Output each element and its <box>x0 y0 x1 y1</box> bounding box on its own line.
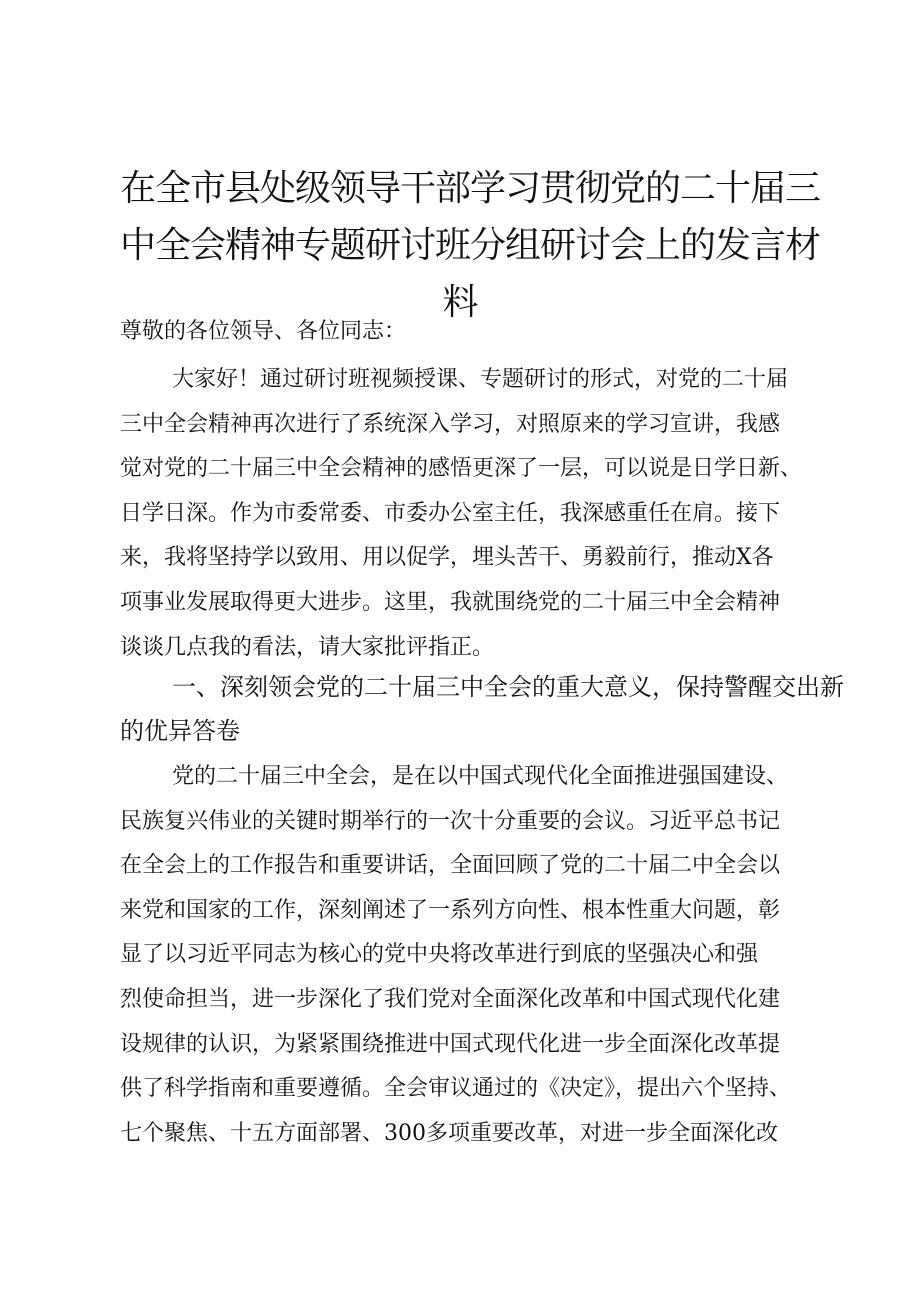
salutation: 尊敬的各位领导、各位同志： <box>120 319 407 344</box>
paragraph-line: 党的二十届三中全会，是在以中国式现代化全面推进强国建设、 <box>172 764 789 789</box>
paragraph-line: 来党和国家的工作，深刻阐述了一系列方向性、根本性重大问题，彰 <box>120 897 781 923</box>
paragraph-section-1 <box>120 755 810 1156</box>
paragraph-line: 显了以习近平同志为核心的党中央将改革进行到底的坚强决心和强 <box>120 942 759 968</box>
title-line: 料 <box>442 282 478 323</box>
heading-line: 的优异答卷 <box>120 717 240 745</box>
paragraph-line: 设规律的认识，为紧紧围绕推进中国式现代化进一步全面深化改革提 <box>120 1031 781 1057</box>
paragraph-line: 觉对党的二十届三中全会精神的感悟更深了一层，可以说是日学日新、 <box>120 456 803 482</box>
paragraph-line: 在全会上的工作报告和重要讲话，全面回顾了党的二十届二中全会以 <box>120 853 781 879</box>
paragraph-line: 三中全会精神再次进行了系统深入学习，对照原来的学习宣讲，我感 <box>120 411 781 437</box>
title-line: 中全会精神专题研讨班分组研讨会上的发言材 <box>120 225 821 266</box>
paragraph-line: 供了科学指南和重要遵循。全会审议通过的《决定》，提出六个坚持、 <box>120 1076 792 1102</box>
paragraph-line: 谈谈几点我的看法，请大家批评指正。 <box>120 634 495 660</box>
paragraph-line: 民族复兴伟业的关键时期举行的一次十分重要的会议。习近平总书记 <box>120 808 781 834</box>
paragraph-line: 烈使命担当，进一步深化了我们党对全面深化改革和中国式现代化建 <box>120 986 781 1012</box>
paragraph-line: 七个聚焦、十五方面部署、300多项重要改革，对进一步全面深化改 <box>120 1120 778 1146</box>
section-heading-1 <box>120 665 844 753</box>
title-line: 在全市县处级领导干部学习贯彻党的二十届三 <box>120 168 821 209</box>
paragraph-line: 日学日深。作为市委常委、市委办公室主任，我深感重任在肩。接下 <box>120 500 781 526</box>
document-title <box>120 160 821 331</box>
paragraph-line: 项事业发展取得更大进步。这里，我就围绕党的二十届三中全会精神 <box>120 589 781 615</box>
paragraph-line: 来，我将坚持学以致用、用以促学，埋头苦干、勇毅前行，推动X各 <box>120 545 774 571</box>
heading-line: 一、深刻领会党的二十届三中全会的重大意义，保持警醒交出新 <box>172 673 844 701</box>
paragraph-intro <box>120 358 810 670</box>
paragraph-line: 大家好！通过研讨班视频授课、专题研讨的形式，对党的二十届 <box>172 367 789 392</box>
